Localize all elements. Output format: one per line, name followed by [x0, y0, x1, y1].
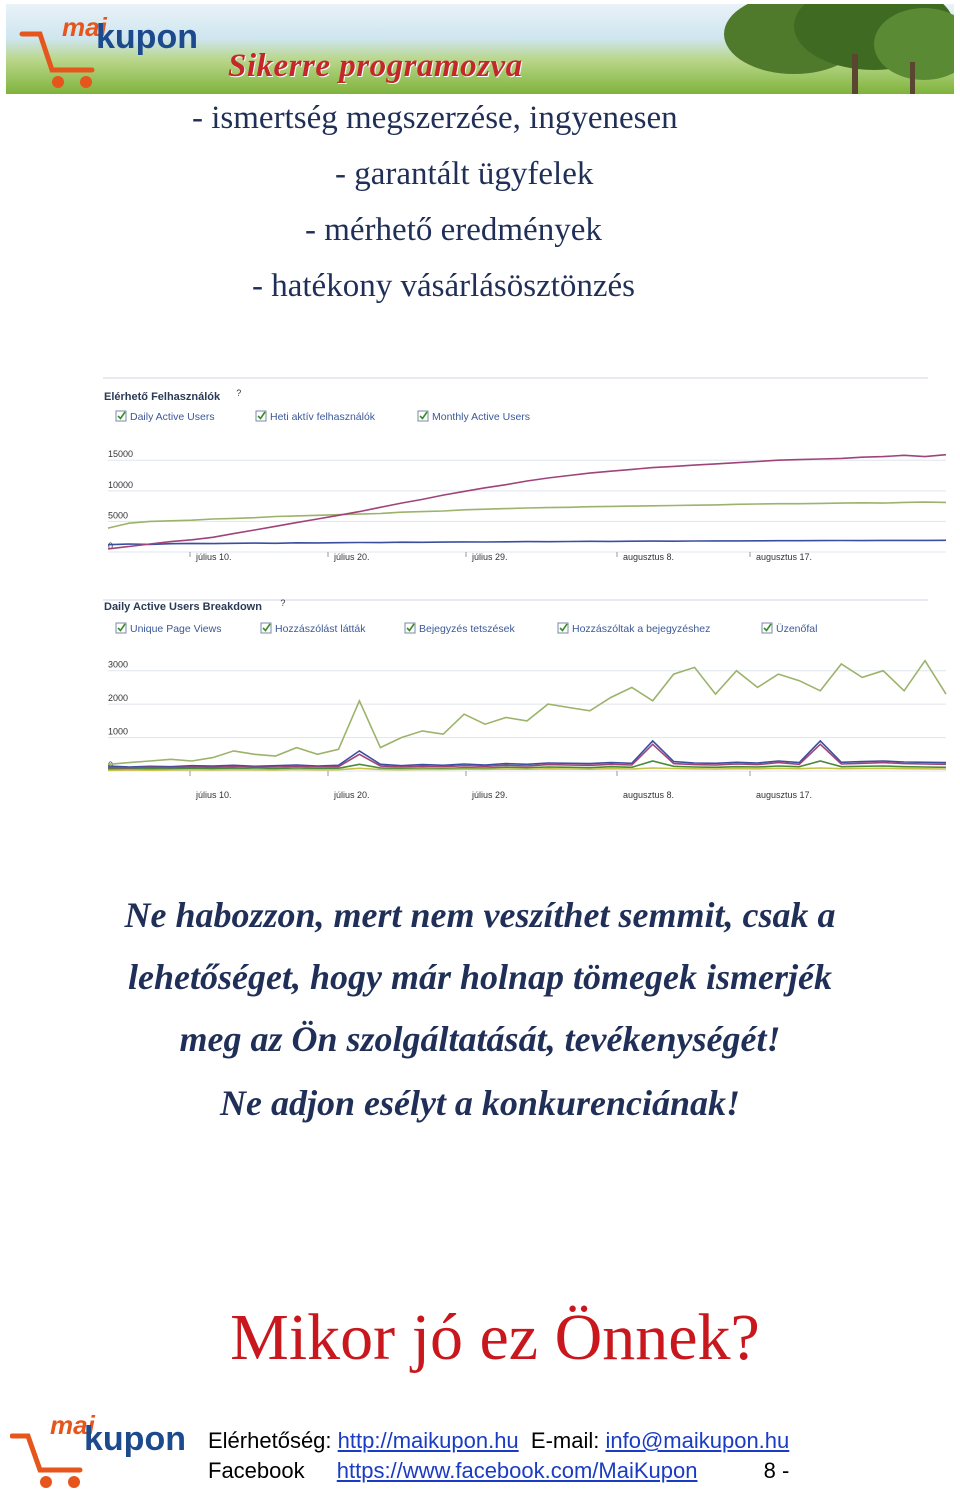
- trees-illustration: [624, 4, 954, 94]
- y-tick-label: 3000: [108, 659, 129, 670]
- bullet-item: - mérhető eredmények: [305, 212, 602, 248]
- y-tick-label: 10000: [108, 479, 134, 490]
- website-link[interactable]: http://maikupon.hu: [337, 1428, 519, 1453]
- headline-line: meg az Ön szolgáltatását, tevékenységét!: [179, 1019, 781, 1059]
- footer-logo: [10, 1410, 205, 1495]
- headline-line: Ne habozzon, mert nem veszíthet semmit, csak a: [124, 895, 836, 935]
- x-tick-label: július 10.: [196, 790, 232, 800]
- header-banner: [6, 4, 954, 94]
- logo-mai: mai: [50, 1410, 95, 1440]
- email-link[interactable]: info@maikupon.hu: [605, 1428, 790, 1453]
- x-tick-label: július 29.: [472, 552, 508, 562]
- legend-label: Unique Page Views: [130, 623, 222, 635]
- footer-facebook-line: [208, 1458, 789, 1484]
- legend-label: Bejegyzés tetszések: [419, 623, 515, 635]
- facebook-label: Facebook: [208, 1458, 305, 1483]
- bullet-item: - hatékony vásárlásösztönzés: [252, 268, 636, 304]
- series-line: [108, 661, 946, 765]
- bullet-item: - ismertség megszerzése, ingyenesen: [192, 100, 678, 136]
- legend-label: Monthly Active Users: [432, 411, 531, 423]
- page-number: 8 -: [763, 1458, 790, 1483]
- x-tick-label: július 10.: [196, 552, 232, 562]
- y-tick-label: 5000: [108, 510, 129, 521]
- analytics-screenshot: [98, 372, 958, 804]
- analytics-charts: [98, 372, 958, 804]
- headline-line: lehetőséget, hogy már holnap tömegek ismerjék: [128, 957, 832, 997]
- series-line: [108, 455, 946, 549]
- logo-kupon: kupon: [84, 1420, 186, 1458]
- legend-label: Heti aktív felhasználók: [270, 411, 376, 423]
- tagline: Sikerre programozva: [228, 48, 523, 84]
- legend-label: Hozzászólást látták: [275, 623, 366, 635]
- y-tick-label: 0: [108, 541, 114, 551]
- legend-label: Üzenőfal: [776, 623, 818, 635]
- chart-title: Daily Active Users Breakdown: [104, 601, 262, 613]
- series-line: [108, 502, 946, 528]
- x-tick-label: augusztus 17.: [756, 790, 813, 800]
- help-icon: ?: [280, 598, 286, 608]
- email-label: E-mail:: [530, 1428, 600, 1453]
- x-tick-label: július 29.: [472, 790, 508, 800]
- legend-label: Daily Active Users: [130, 411, 215, 423]
- help-icon: ?: [236, 388, 242, 398]
- y-tick-label: 2000: [108, 693, 129, 704]
- x-tick-label: július 20.: [334, 552, 370, 562]
- y-tick-label: 0: [108, 760, 114, 770]
- y-tick-label: 1000: [108, 726, 129, 737]
- legend-label: Hozzászóltak a bejegyzéshez: [572, 623, 711, 635]
- y-tick-label: 15000: [108, 449, 134, 460]
- subheadline: Ne adjon esélyt a konkurenciának!: [219, 1083, 740, 1123]
- x-tick-label: július 20.: [334, 790, 370, 800]
- footer-contact-line: [208, 1428, 789, 1454]
- big-question: Mikor jó ez Önnek?: [230, 1301, 760, 1374]
- chart-title: Elérhető Felhasználók: [104, 391, 221, 403]
- bullet-item: - garantált ügyfelek: [335, 156, 594, 192]
- logo-mai: mai: [62, 12, 107, 42]
- series-line: [108, 540, 946, 544]
- facebook-link[interactable]: https://www.facebook.com/MaiKupon: [336, 1458, 698, 1483]
- x-tick-label: augusztus 17.: [756, 552, 813, 562]
- x-tick-label: augusztus 8.: [623, 552, 675, 562]
- logo-kupon: kupon: [96, 18, 198, 56]
- contact-label: Elérhetőség:: [208, 1428, 332, 1453]
- brand-logo: [18, 12, 208, 94]
- x-tick-label: augusztus 8.: [623, 790, 675, 800]
